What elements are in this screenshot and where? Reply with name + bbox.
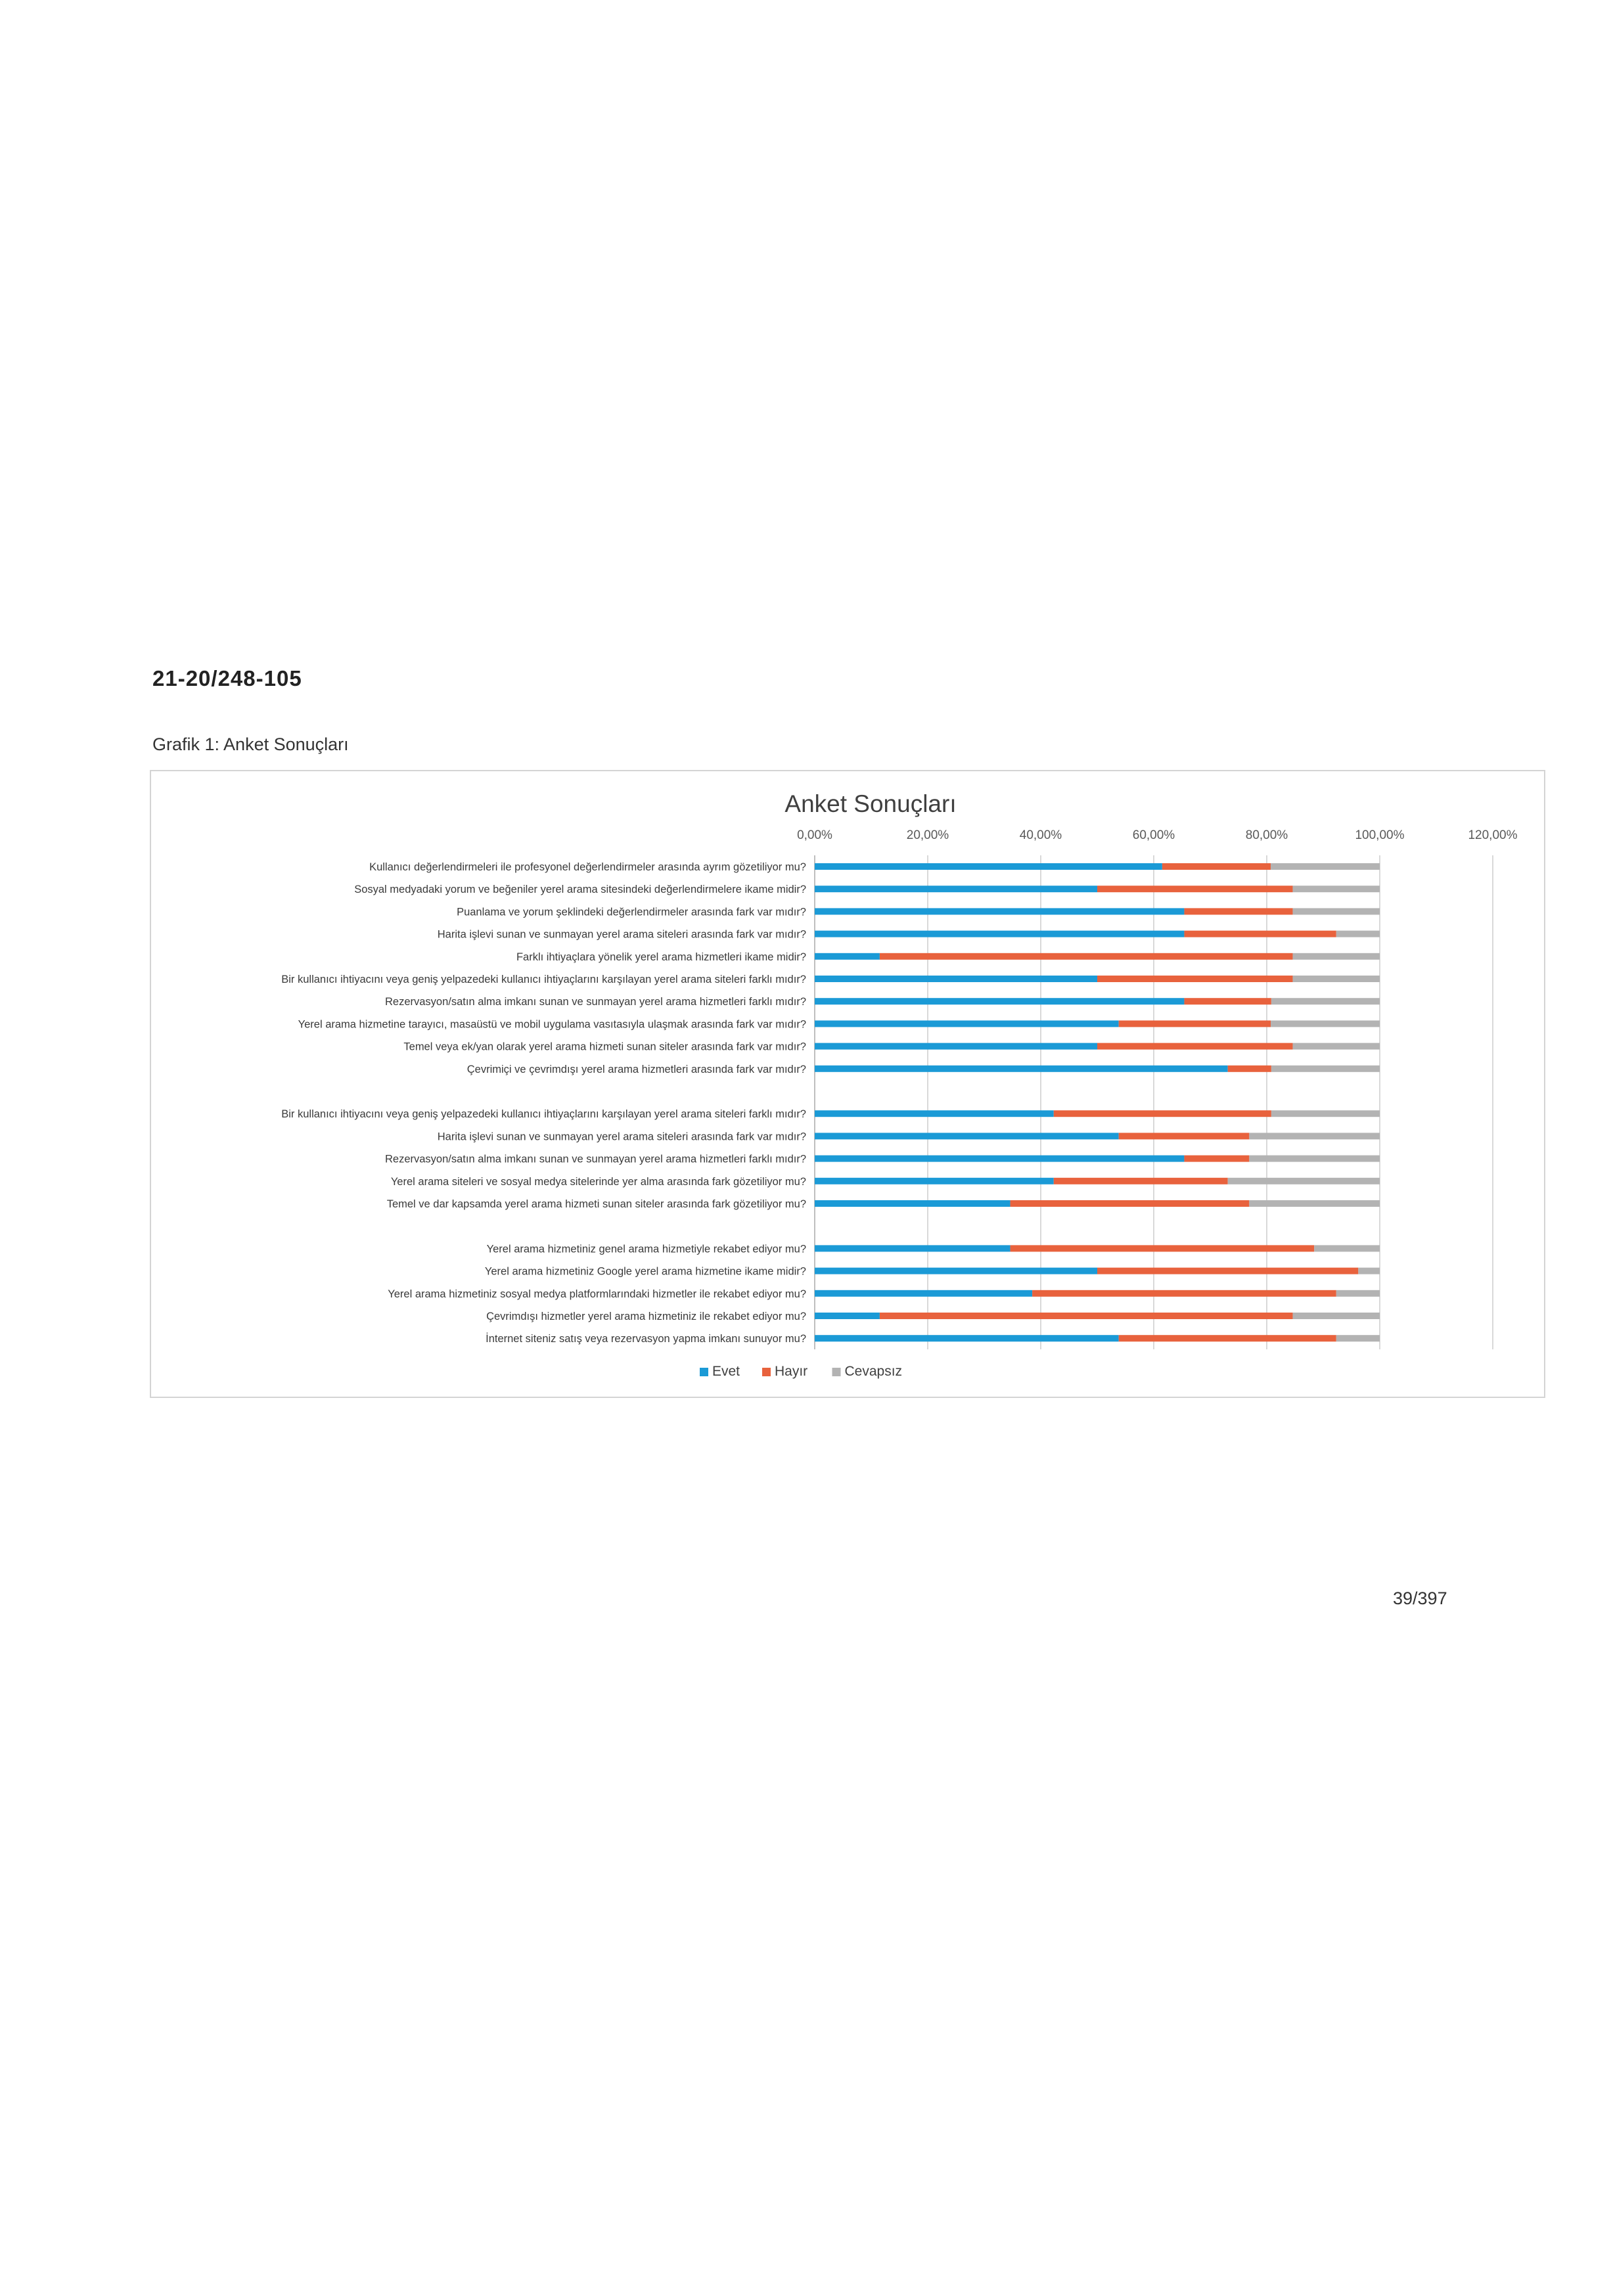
legend-label: Hayır [775,1364,808,1379]
x-tick-label: 40,00% [1019,828,1062,842]
bar-segment-hayır [1184,998,1271,1004]
bar-segment-evet [815,1200,1011,1207]
x-tick-label: 0,00% [797,828,832,842]
bar-segment-hayır [1097,886,1293,892]
bar-segment-cevapsız [1293,1313,1380,1319]
category-label: Çevrimdışı hizmetler yerel arama hizmetiniz ile rekabet ediyor mu? [486,1311,806,1322]
x-tick-label: 100,00% [1355,828,1405,842]
legend-label: Evet [712,1364,740,1379]
bar-segment-hayır [1184,1156,1249,1162]
bar-segment-hayır [1054,1178,1228,1184]
bar-segment-hayır [1119,1020,1271,1027]
category-label: Harita işlevi sunan ve sunmayan yerel arama siteleri arasında fark var mıdır? [437,1131,806,1143]
bar-segment-evet [815,1178,1054,1184]
figure-caption: Grafik 1: Anket Sonuçları [152,734,349,754]
category-label: Yerel arama hizmetine tarayıcı, masaüstü ve mobil uygulama vasıtasıyla ulaşmak arasında fark var mıdır? [298,1018,806,1031]
document-number: 21-20/248-105 [152,666,302,690]
bar-segment-hayır [1097,1043,1293,1050]
bar-segment-evet [815,1335,1119,1341]
bar-segment-evet [815,953,880,960]
stacked-bar-chart [151,771,1544,1397]
page-number: 39/397 [1393,1588,1447,1608]
bar-segment-evet [815,886,1097,892]
bar-segment-evet [815,1043,1097,1050]
bar-segment-cevapsız [1336,1335,1380,1341]
bar-segment-cevapsız [1249,1200,1380,1207]
bar-segment-evet [815,1290,1032,1297]
bar-segment-hayır [880,953,1293,960]
bar-segment-evet [815,1245,1011,1251]
bar-segment-hayır [1228,1066,1271,1072]
bar-segment-hayır [1119,1335,1336,1341]
legend-label: Cevapsız [844,1364,903,1379]
category-label: Temel veya ek/yan olarak yerel arama hizmeti sunan siteler arasında fark var mıdır? [403,1041,806,1053]
bar-segment-evet [815,931,1184,937]
bar-segment-evet [815,976,1097,982]
category-label: Sosyal medyadaki yorum ve beğeniler yerel arama sitesindeki değerlendirmelere ikame midir? [354,884,806,896]
category-label: Farklı ihtiyaçlara yönelik yerel arama hizmetleri ikame midir? [516,951,806,963]
bar-segment-evet [815,1133,1119,1139]
bar-segment-hayır [1032,1290,1336,1297]
category-label: Bir kullanıcı ihtiyacını veya geniş yelpazedeki kullanıcı ihtiyaçlarını karşılayan yerel arama siteleri farklı mıdır? [281,974,806,985]
category-label: Bir kullanıcı ihtiyacını veya geniş yelpazedeki kullanıcı ihtiyaçlarını karşılayan yerel arama siteleri farklı mıdır? [281,1108,806,1121]
bar-segment-cevapsız [1271,863,1380,870]
category-label: Kullanıcı değerlendirmeleri ile profesyonel değerlendirmeler arasında ayrım gözetiliyor mu? [369,861,806,873]
category-label: Çevrimiçi ve çevrimdışı yerel arama hizmetleri arasında fark var mıdır? [466,1063,806,1075]
bar-segment-hayır [880,1313,1293,1319]
x-tick-label: 60,00% [1132,828,1175,842]
bar-segment-cevapsız [1336,1290,1380,1297]
category-label: İnternet siteniz satış veya rezervasyon yapma imkanı sunuyor mu? [486,1333,806,1345]
bar-segment-evet [815,1066,1228,1072]
x-tick-label: 120,00% [1468,828,1518,842]
x-tick-label: 20,00% [906,828,949,842]
bar-segment-hayır [1119,1133,1250,1139]
bar-segment-evet [815,1313,880,1319]
bar-segment-evet [815,863,1162,870]
bar-segment-hayır [1054,1110,1271,1117]
legend [700,1364,902,1379]
bar-segment-evet [815,1156,1184,1162]
category-label: Rezervasyon/satın alma imkanı sunan ve sunmayan yerel arama hizmetleri farklı mıdır? [384,1153,806,1165]
bar-segment-cevapsız [1271,1020,1380,1027]
bar-segment-cevapsız [1271,1066,1380,1072]
legend-swatch [832,1368,841,1376]
bar-segment-hayır [1097,1268,1358,1274]
bar-segment-cevapsız [1228,1178,1380,1184]
bar-segment-cevapsız [1293,1043,1380,1050]
bar-segment-evet [815,1268,1097,1274]
category-label: Yerel arama hizmetiniz sosyal medya platformlarındaki hizmetler ile rekabet ediyor mu? [388,1288,806,1300]
chart-title: Anket Sonuçları [784,790,957,817]
bar-segment-cevapsız [1293,908,1380,914]
bar-segment-cevapsız [1249,1156,1380,1162]
bar-segment-evet [815,1020,1119,1027]
bar-segment-cevapsız [1271,1110,1380,1117]
bar-segment-evet [815,908,1184,914]
bar-segment-hayır [1097,976,1293,982]
category-label: Harita işlevi sunan ve sunmayan yerel arama siteleri arasında fark var mıdır? [437,928,806,941]
category-label: Puanlama ve yorum şeklindeki değerlendirmeler arasında fark var mıdır? [457,906,806,918]
legend-swatch [700,1368,708,1376]
bar-segment-cevapsız [1358,1268,1380,1274]
bar-segment-hayır [1011,1245,1315,1251]
bar-segment-cevapsız [1293,886,1380,892]
category-label: Yerel arama hizmetiniz Google yerel arama hizmetine ikame midir? [484,1265,806,1278]
bar-segment-cevapsız [1293,953,1380,960]
bar-segment-cevapsız [1249,1133,1380,1139]
bar-segment-cevapsız [1293,976,1380,982]
bar-segment-cevapsız [1336,931,1380,937]
bar-segment-hayır [1162,863,1271,870]
bar-segment-cevapsız [1314,1245,1380,1251]
bar-segment-hayır [1184,908,1292,914]
bar-segment-hayır [1011,1200,1250,1207]
bar-segment-evet [815,1110,1054,1117]
bar-segment-evet [815,998,1184,1004]
category-label: Yerel arama hizmetiniz genel arama hizmetiyle rekabet ediyor mu? [486,1243,806,1255]
bar-segment-cevapsız [1271,998,1380,1004]
category-label: Rezervasyon/satın alma imkanı sunan ve sunmayan yerel arama hizmetleri farklı mıdır? [384,996,806,1008]
category-label: Yerel arama siteleri ve sosyal medya sitelerinde yer alma arasında fark gözetiliyor mu? [390,1175,806,1188]
bar-segment-hayır [1184,931,1336,937]
legend-swatch [762,1368,771,1376]
chart-frame [150,770,1545,1398]
x-tick-label: 80,00% [1245,828,1288,842]
category-label: Temel ve dar kapsamda yerel arama hizmeti sunan siteler arasında fark gözetiliyor mu? [386,1198,806,1210]
